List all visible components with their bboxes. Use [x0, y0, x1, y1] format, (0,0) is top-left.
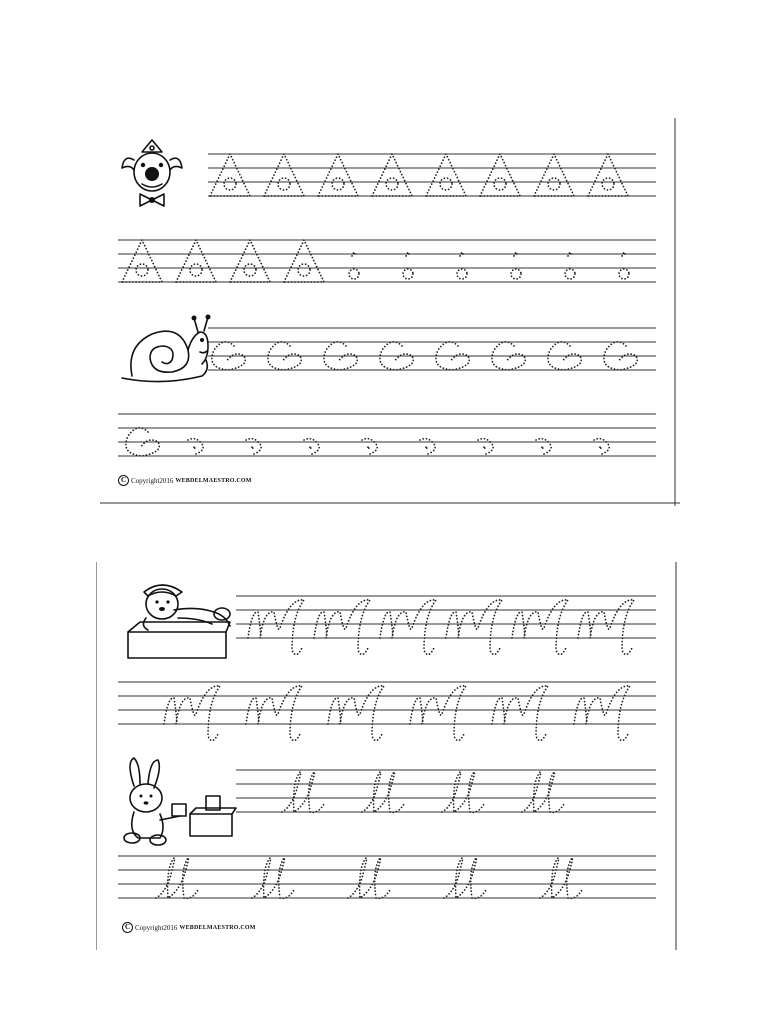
- tracing-glyph: [574, 686, 630, 741]
- snail-illustration: [122, 315, 211, 382]
- bear-lying-on-box-illustration: [128, 585, 230, 658]
- copyright-prefix: Copyright2016: [135, 923, 178, 932]
- copyright-notice: [122, 922, 256, 933]
- worksheet-top: [100, 118, 680, 506]
- tracing-glyph: [304, 439, 319, 454]
- writing-guide-lines: [118, 596, 656, 898]
- copyright-site: WEBDELMAESTRO.COM: [175, 477, 252, 484]
- copyright-notice: [118, 475, 252, 486]
- tracing-glyph: [188, 439, 203, 454]
- tracing-glyph: [536, 439, 551, 454]
- tracing-glyph: [264, 154, 304, 196]
- tracing-glyph: [426, 154, 466, 196]
- tracing-glyph: [349, 252, 359, 279]
- clown-face-illustration: [122, 140, 182, 206]
- tracing-glyph: [540, 858, 582, 899]
- writing-guide-lines: [118, 154, 656, 456]
- tracing-glyph: [122, 240, 162, 282]
- tracing-glyph: [210, 154, 250, 196]
- worksheet-top-canvas: [100, 118, 680, 506]
- tracing-glyph: [565, 252, 575, 279]
- tracing-glyphs: [156, 600, 634, 898]
- tracing-glyph: [176, 240, 216, 282]
- copyright-prefix: Copyright2016: [131, 476, 174, 485]
- worksheet-bottom-canvas: [96, 562, 680, 950]
- tracing-glyph: [478, 439, 493, 454]
- tracing-glyph: [284, 240, 324, 282]
- tracing-glyph: [594, 439, 609, 454]
- tracing-glyph: [410, 686, 466, 741]
- tracing-glyph: [522, 772, 564, 813]
- tracing-glyph: [246, 686, 302, 741]
- tracing-glyph: [246, 439, 261, 454]
- tracing-glyph: [619, 252, 629, 279]
- tracing-glyph: [230, 240, 270, 282]
- tracing-glyph: [372, 154, 412, 196]
- tracing-glyph: [314, 600, 370, 655]
- tracing-glyph: [442, 772, 484, 813]
- tracing-glyph: [328, 686, 384, 741]
- tracing-glyph: [446, 600, 502, 655]
- tracing-glyph: [588, 154, 628, 196]
- tracing-glyph: [156, 858, 198, 899]
- tracing-glyph: [380, 600, 436, 655]
- copyright-icon: C: [122, 922, 133, 933]
- tracing-glyph: [362, 439, 377, 454]
- tracing-glyph: [318, 154, 358, 196]
- rabbit-with-blocks-illustration: [124, 758, 236, 845]
- tracing-glyph: [492, 686, 548, 741]
- tracing-glyph: [282, 772, 324, 813]
- tracing-glyph: [512, 600, 568, 655]
- tracing-glyph: [362, 772, 404, 813]
- tracing-glyph: [578, 600, 634, 655]
- tracing-glyph: [248, 600, 304, 655]
- tracing-glyph: [420, 439, 435, 454]
- tracing-glyph: [534, 154, 574, 196]
- copyright-site: WEBDELMAESTRO.COM: [179, 924, 256, 931]
- tracing-glyph: [348, 858, 390, 899]
- tracing-glyph: [457, 252, 467, 279]
- tracing-glyph: [511, 252, 521, 279]
- tracing-glyph: [252, 858, 294, 899]
- copyright-icon: C: [118, 475, 129, 486]
- tracing-glyphs: [122, 154, 637, 456]
- tracing-glyph: [480, 154, 520, 196]
- worksheet-bottom: [96, 562, 680, 950]
- tracing-glyph: [444, 858, 486, 899]
- tracing-glyph: [403, 252, 413, 279]
- tracing-glyph: [164, 686, 220, 741]
